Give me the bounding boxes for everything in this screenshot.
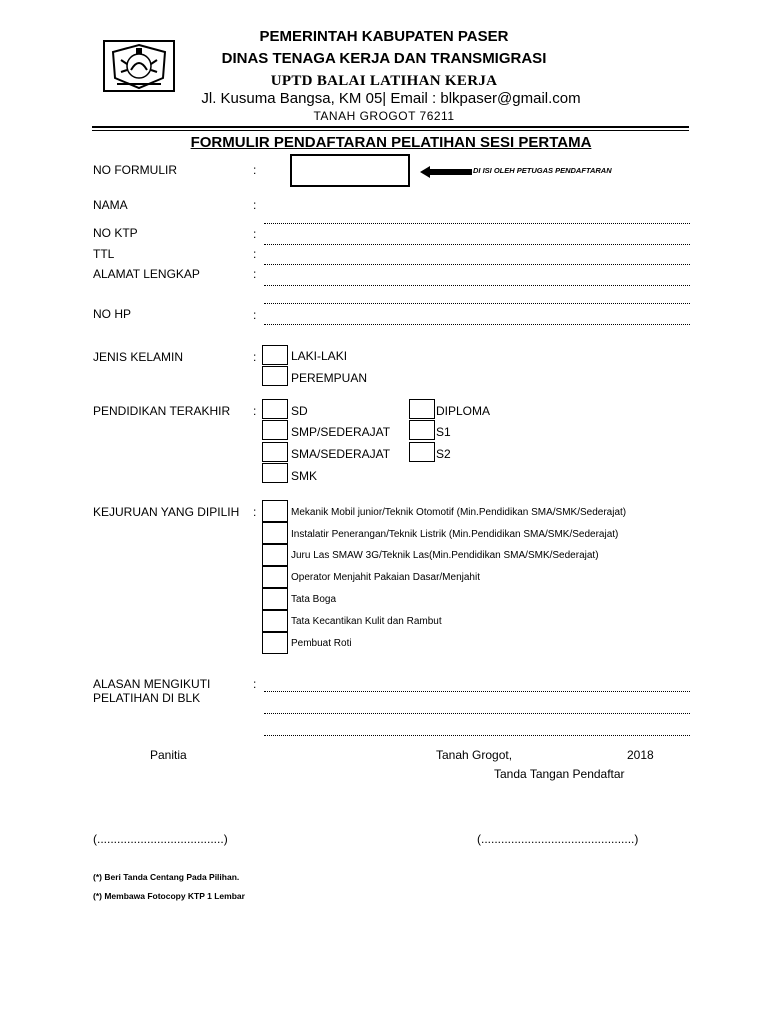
colon: :	[253, 247, 257, 261]
kejuruan-option-tata-boga: Tata Boga	[291, 594, 337, 605]
education-option-s1: S1	[436, 425, 451, 439]
gender-checkbox-perempuan[interactable]	[262, 366, 288, 386]
ttl-field[interactable]	[264, 264, 690, 265]
education-checkbox-smk[interactable]	[262, 463, 288, 483]
year-label: 2018	[627, 748, 654, 762]
arrow-left-icon	[420, 165, 472, 179]
education-checkbox-sma[interactable]	[262, 442, 288, 462]
header-address: Jl. Kusuma Bangsa, KM 05| Email : blkpaser@gmail.com	[201, 90, 581, 107]
kejuruan-checkbox-las[interactable]	[262, 544, 288, 566]
header-divider-thick	[92, 126, 689, 128]
colon: :	[253, 227, 257, 241]
no-hp-field[interactable]	[264, 324, 690, 325]
colon: :	[253, 198, 257, 212]
place-label: Tanah Grogot,	[436, 748, 513, 762]
kejuruan-option-roti: Pembuat Roti	[291, 638, 352, 649]
colon: :	[253, 350, 257, 364]
note-fotocopy: (*) Membawa Fotocopy KTP 1 Lembar	[93, 891, 245, 901]
note-centang: (*) Beri Tanda Centang Pada Pilihan.	[93, 872, 240, 882]
kejuruan-option-listrik: Instalatir Penerangan/Teknik Listrik (Min.Pendidikan SMA/SMK/Sederajat)	[291, 529, 619, 540]
no-ktp-field[interactable]	[264, 244, 690, 245]
alasan-field-line-3[interactable]	[264, 735, 690, 736]
header-line-3: UPTD BALAI LATIHAN KERJA	[270, 73, 498, 89]
panitia-signature-blank: (......................................)	[93, 832, 228, 846]
education-option-s2: S2	[436, 447, 451, 461]
education-option-sma: SMA/SEDERAJAT	[291, 447, 391, 461]
kejuruan-checkbox-menjahit[interactable]	[262, 566, 288, 588]
gender-option-perempuan: PEREMPUAN	[291, 371, 368, 385]
alasan-field-line-1[interactable]	[264, 691, 690, 692]
gender-label: JENIS KELAMIN	[93, 350, 184, 364]
education-option-diploma: DIPLOMA	[436, 404, 491, 418]
alamat-field-line-2[interactable]	[264, 303, 690, 304]
panitia-label: Panitia	[150, 748, 187, 762]
form-title: FORMULIR PENDAFTARAN PELATIHAN SESI PERTAMA	[190, 134, 592, 151]
education-label: PENDIDIKAN TERAKHIR	[93, 404, 231, 418]
no-formulir-label: NO FORMULIR	[93, 163, 177, 177]
no-formulir-note: DI ISI OLEH PETUGAS PENDAFTARAN	[473, 166, 612, 175]
colon: :	[253, 267, 257, 281]
kejuruan-option-las: Juru Las SMAW 3G/Teknik Las(Min.Pendidikan SMA/SMK/Sederajat)	[291, 550, 599, 561]
education-checkbox-diploma[interactable]	[409, 399, 435, 419]
education-checkbox-s2[interactable]	[409, 442, 435, 462]
alasan-label-line-2: PELATIHAN DI BLK	[93, 691, 201, 705]
colon: :	[253, 505, 257, 519]
colon: :	[253, 404, 257, 418]
header-line-2: DINAS TENAGA KERJA DAN TRANSMIGRASI	[221, 50, 547, 67]
signer-label: Tanda Tangan Pendaftar	[494, 767, 625, 781]
gender-option-laki-laki: LAKI-LAKI	[291, 349, 348, 363]
header-city: TANAH GROGOT 76211	[313, 109, 455, 123]
alamat-field-line-1[interactable]	[264, 285, 690, 286]
kejuruan-label: KEJURUAN YANG DIPILIH	[93, 505, 240, 519]
education-option-sd: SD	[291, 404, 308, 418]
education-checkbox-smp[interactable]	[262, 420, 288, 440]
ttl-label: TTL	[93, 247, 115, 261]
pendaftar-signature-blank: (..............................................)	[477, 832, 639, 846]
no-hp-label: NO HP	[93, 307, 132, 321]
header-divider-thin	[92, 130, 689, 131]
no-ktp-label: NO KTP	[93, 226, 138, 240]
gender-checkbox-laki-laki[interactable]	[262, 345, 288, 365]
education-option-smp: SMP/SEDERAJAT	[291, 425, 391, 439]
colon: :	[253, 163, 257, 177]
education-option-smk: SMK	[291, 469, 318, 483]
nama-label: NAMA	[93, 198, 128, 212]
kejuruan-checkbox-roti[interactable]	[262, 632, 288, 654]
education-checkbox-s1[interactable]	[409, 420, 435, 440]
alasan-label-line-1: ALASAN MENGIKUTI	[93, 677, 211, 691]
header-line-1: PEMERINTAH KABUPATEN PASER	[259, 28, 509, 45]
kejuruan-checkbox-listrik[interactable]	[262, 522, 288, 544]
alamat-label: ALAMAT LENGKAP	[93, 267, 200, 281]
colon: :	[253, 308, 257, 322]
kejuruan-option-otomotif: Mekanik Mobil junior/Teknik Otomotif (Min.Pendidikan SMA/SMK/Sederajat)	[291, 507, 627, 518]
colon: :	[253, 677, 257, 691]
kejuruan-option-kecantikan: Tata Kecantikan Kulit dan Rambut	[291, 616, 442, 627]
kejuruan-checkbox-tata-boga[interactable]	[262, 588, 288, 610]
kejuruan-checkbox-kecantikan[interactable]	[262, 610, 288, 632]
education-checkbox-sd[interactable]	[262, 399, 288, 419]
no-formulir-box[interactable]	[290, 154, 410, 187]
kejuruan-checkbox-otomotif[interactable]	[262, 500, 288, 522]
kejuruan-option-menjahit: Operator Menjahit Pakaian Dasar/Menjahit	[291, 572, 480, 583]
nama-field[interactable]	[264, 223, 690, 224]
alasan-field-line-2[interactable]	[264, 713, 690, 714]
